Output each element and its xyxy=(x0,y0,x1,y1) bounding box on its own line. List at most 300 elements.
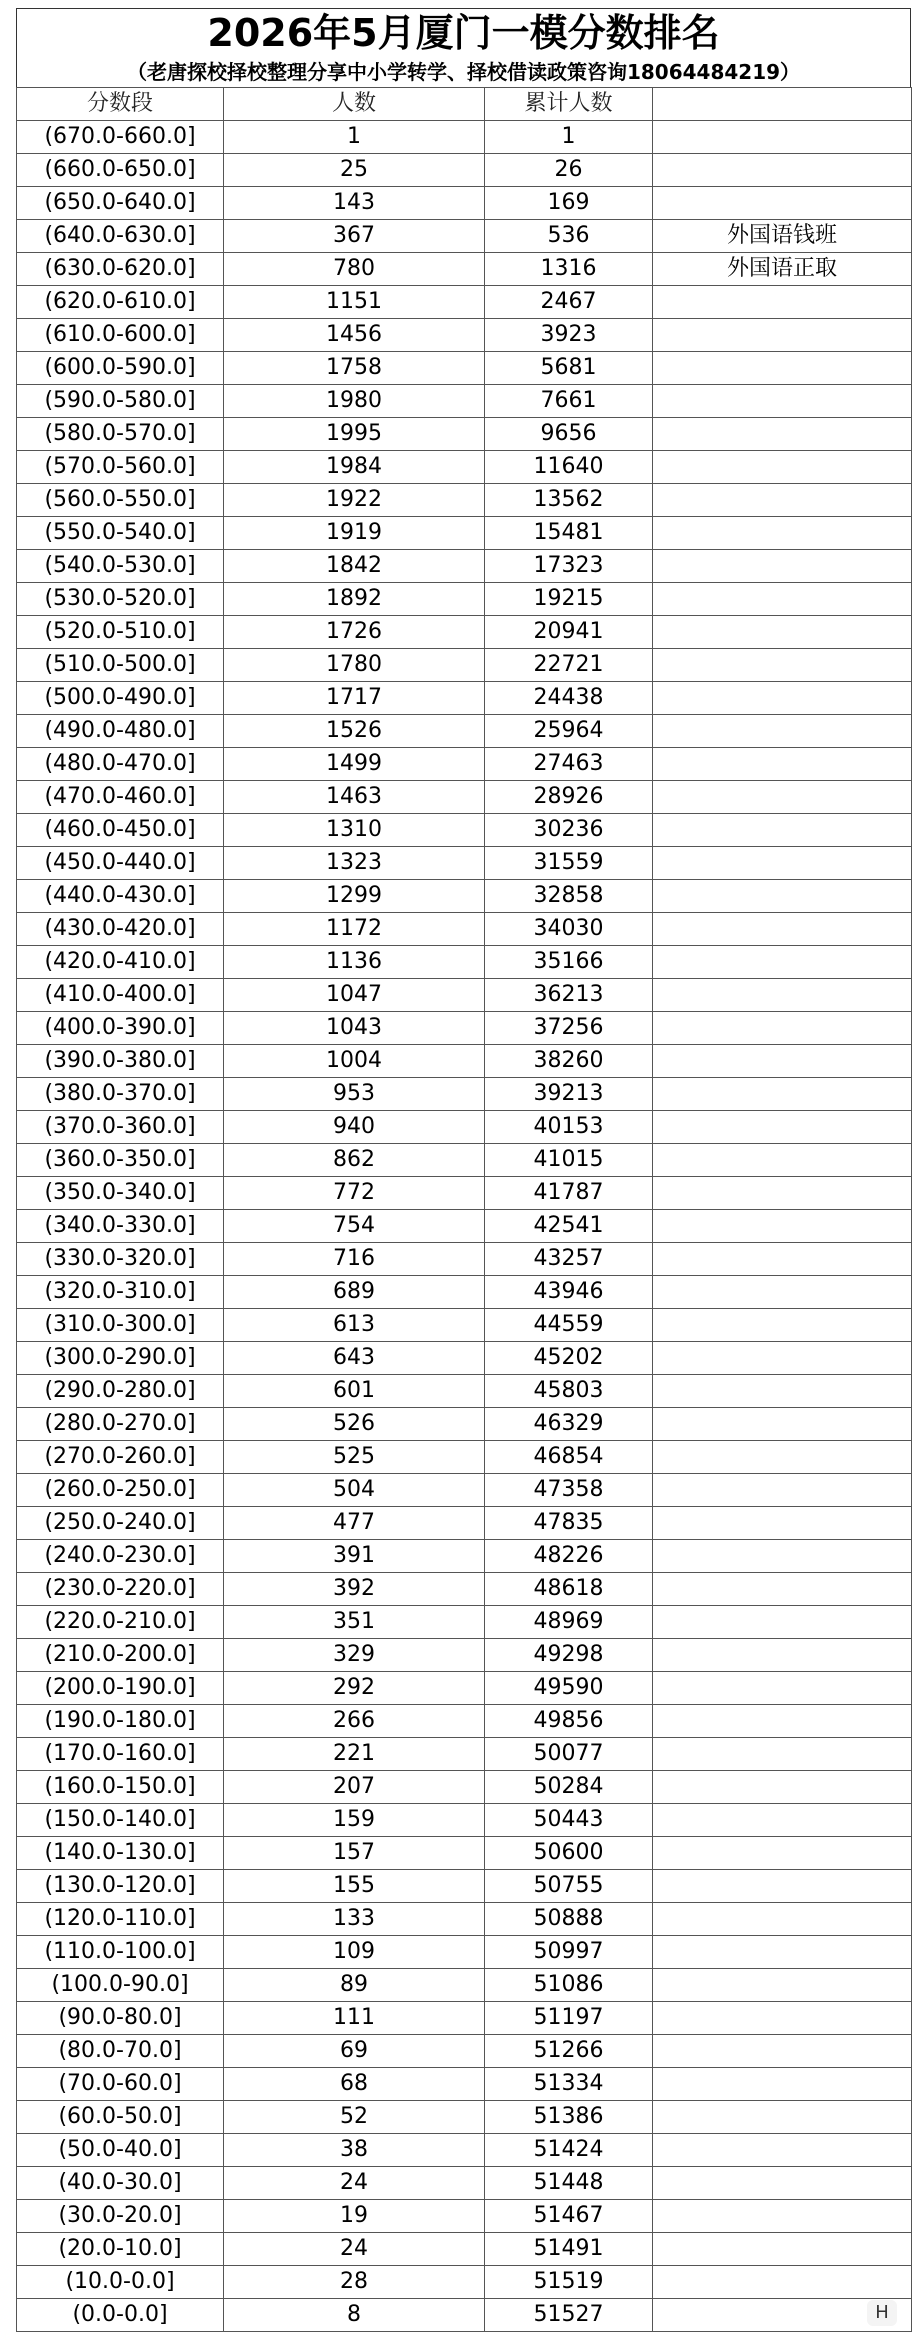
cell-note xyxy=(653,1639,912,1672)
cell-range: (480.0-470.0] xyxy=(17,748,224,781)
table-row xyxy=(17,1903,912,1936)
cell-range: (40.0-30.0] xyxy=(17,2167,224,2200)
cell-note xyxy=(653,121,912,154)
cell-note xyxy=(653,154,912,187)
cell-note xyxy=(653,1210,912,1243)
cell-note xyxy=(653,2167,912,2200)
cell-note xyxy=(653,847,912,880)
cell-count: 1004 xyxy=(224,1045,485,1078)
cell-range: (20.0-10.0] xyxy=(17,2233,224,2266)
cell-range: (120.0-110.0] xyxy=(17,1903,224,1936)
table-row xyxy=(17,517,912,550)
cell-cumulative: 51527 xyxy=(485,2299,653,2332)
cell-cumulative: 46854 xyxy=(485,1441,653,1474)
cell-count: 19 xyxy=(224,2200,485,2233)
cell-range: (300.0-290.0] xyxy=(17,1342,224,1375)
cell-note xyxy=(653,418,912,451)
cell-note xyxy=(653,814,912,847)
cell-note xyxy=(653,1342,912,1375)
cell-note xyxy=(653,1738,912,1771)
cell-note xyxy=(653,1243,912,1276)
cell-range: (360.0-350.0] xyxy=(17,1144,224,1177)
cell-range: (160.0-150.0] xyxy=(17,1771,224,1804)
cell-range: (520.0-510.0] xyxy=(17,616,224,649)
cell-note xyxy=(653,451,912,484)
cell-count: 1922 xyxy=(224,484,485,517)
cell-count: 143 xyxy=(224,187,485,220)
cell-count: 716 xyxy=(224,1243,485,1276)
table-row xyxy=(17,880,912,913)
cell-count: 266 xyxy=(224,1705,485,1738)
cell-range: (10.0-0.0] xyxy=(17,2266,224,2299)
cell-range: (190.0-180.0] xyxy=(17,1705,224,1738)
cell-range: (460.0-450.0] xyxy=(17,814,224,847)
cell-cumulative: 40153 xyxy=(485,1111,653,1144)
table-body xyxy=(17,121,912,2332)
cell-range: (660.0-650.0] xyxy=(17,154,224,187)
cell-range: (210.0-200.0] xyxy=(17,1639,224,1672)
cell-count: 1151 xyxy=(224,286,485,319)
cell-range: (430.0-420.0] xyxy=(17,913,224,946)
cell-note xyxy=(653,1903,912,1936)
cell-note xyxy=(653,2101,912,2134)
table-row xyxy=(17,253,912,286)
cell-range: (100.0-90.0] xyxy=(17,1969,224,2002)
cell-cumulative: 43946 xyxy=(485,1276,653,1309)
cell-cumulative: 25964 xyxy=(485,715,653,748)
cell-cumulative: 30236 xyxy=(485,814,653,847)
cell-cumulative: 45803 xyxy=(485,1375,653,1408)
cell-cumulative: 34030 xyxy=(485,913,653,946)
header-range: 分数段 xyxy=(17,88,224,121)
cell-note xyxy=(653,1375,912,1408)
cell-range: (440.0-430.0] xyxy=(17,880,224,913)
cell-count: 8 xyxy=(224,2299,485,2332)
cell-range: (140.0-130.0] xyxy=(17,1837,224,1870)
cell-note xyxy=(653,781,912,814)
cell-range: (170.0-160.0] xyxy=(17,1738,224,1771)
cell-range: (670.0-660.0] xyxy=(17,121,224,154)
cell-cumulative: 51086 xyxy=(485,1969,653,2002)
cell-cumulative: 50600 xyxy=(485,1837,653,1870)
cell-count: 1 xyxy=(224,121,485,154)
cell-cumulative: 41787 xyxy=(485,1177,653,1210)
cell-cumulative: 50077 xyxy=(485,1738,653,1771)
cell-count: 1995 xyxy=(224,418,485,451)
cell-cumulative: 32858 xyxy=(485,880,653,913)
table-row xyxy=(17,1936,912,1969)
cell-note xyxy=(653,583,912,616)
page-subtitle: （老唐探校择校整理分享中小学转学、择校借读政策咨询18064484219） xyxy=(16,57,911,87)
cell-note xyxy=(653,286,912,319)
cell-count: 292 xyxy=(224,1672,485,1705)
cell-note xyxy=(653,1705,912,1738)
cell-cumulative: 50997 xyxy=(485,1936,653,1969)
cell-count: 52 xyxy=(224,2101,485,2134)
cell-range: (280.0-270.0] xyxy=(17,1408,224,1441)
cell-cumulative: 48969 xyxy=(485,1606,653,1639)
header-note xyxy=(653,88,912,121)
cell-note xyxy=(653,715,912,748)
cell-range: (620.0-610.0] xyxy=(17,286,224,319)
cell-note xyxy=(653,517,912,550)
cell-cumulative: 39213 xyxy=(485,1078,653,1111)
cell-cumulative: 51197 xyxy=(485,2002,653,2035)
cell-cumulative: 46329 xyxy=(485,1408,653,1441)
cell-cumulative: 51334 xyxy=(485,2068,653,2101)
cell-count: 24 xyxy=(224,2167,485,2200)
cell-range: (600.0-590.0] xyxy=(17,352,224,385)
cell-count: 477 xyxy=(224,1507,485,1540)
cell-note xyxy=(653,1606,912,1639)
table-row xyxy=(17,847,912,880)
table-row xyxy=(17,583,912,616)
cell-note xyxy=(653,1870,912,1903)
cell-count: 1526 xyxy=(224,715,485,748)
cell-range: (220.0-210.0] xyxy=(17,1606,224,1639)
cell-count: 1919 xyxy=(224,517,485,550)
cell-count: 1323 xyxy=(224,847,485,880)
cell-count: 689 xyxy=(224,1276,485,1309)
cell-note xyxy=(653,748,912,781)
cell-note xyxy=(653,2134,912,2167)
cell-cumulative: 51448 xyxy=(485,2167,653,2200)
cell-note xyxy=(653,2233,912,2266)
table-row xyxy=(17,1276,912,1309)
cell-range: (320.0-310.0] xyxy=(17,1276,224,1309)
cell-cumulative: 5681 xyxy=(485,352,653,385)
table-row xyxy=(17,1144,912,1177)
table-row xyxy=(17,1540,912,1573)
cell-cumulative: 38260 xyxy=(485,1045,653,1078)
cell-range: (640.0-630.0] xyxy=(17,220,224,253)
cell-note xyxy=(653,352,912,385)
cell-range: (630.0-620.0] xyxy=(17,253,224,286)
table-row xyxy=(17,319,912,352)
header-cumulative: 累计人数 xyxy=(485,88,653,121)
cell-note xyxy=(653,880,912,913)
table-row xyxy=(17,2002,912,2035)
table-row xyxy=(17,2233,912,2266)
cell-count: 1758 xyxy=(224,352,485,385)
cell-count: 953 xyxy=(224,1078,485,1111)
cell-count: 1047 xyxy=(224,979,485,1012)
table-row xyxy=(17,1507,912,1540)
cell-count: 207 xyxy=(224,1771,485,1804)
cell-note xyxy=(653,1573,912,1606)
cell-note xyxy=(653,550,912,583)
table-header xyxy=(17,88,912,121)
cell-note xyxy=(653,2035,912,2068)
cell-note xyxy=(653,1144,912,1177)
cell-note xyxy=(653,1540,912,1573)
cell-range: (510.0-500.0] xyxy=(17,649,224,682)
cell-range: (560.0-550.0] xyxy=(17,484,224,517)
cell-note: 外国语正取 xyxy=(653,253,912,286)
cell-range: (340.0-330.0] xyxy=(17,1210,224,1243)
table-row xyxy=(17,1837,912,1870)
cell-count: 1043 xyxy=(224,1012,485,1045)
cell-note xyxy=(653,385,912,418)
cell-note xyxy=(653,1804,912,1837)
cell-cumulative: 51386 xyxy=(485,2101,653,2134)
table-row xyxy=(17,814,912,847)
cell-cumulative: 17323 xyxy=(485,550,653,583)
table-row xyxy=(17,2134,912,2167)
cell-cumulative: 47358 xyxy=(485,1474,653,1507)
table-row xyxy=(17,1177,912,1210)
cell-range: (610.0-600.0] xyxy=(17,319,224,352)
cell-cumulative: 22721 xyxy=(485,649,653,682)
cell-count: 155 xyxy=(224,1870,485,1903)
cell-count: 69 xyxy=(224,2035,485,2068)
cell-cumulative: 2467 xyxy=(485,286,653,319)
cell-range: (450.0-440.0] xyxy=(17,847,224,880)
cell-range: (290.0-280.0] xyxy=(17,1375,224,1408)
cell-range: (540.0-530.0] xyxy=(17,550,224,583)
cell-range: (550.0-540.0] xyxy=(17,517,224,550)
cell-note xyxy=(653,1309,912,1342)
cell-range: (90.0-80.0] xyxy=(17,2002,224,2035)
cell-count: 780 xyxy=(224,253,485,286)
cell-note xyxy=(653,682,912,715)
table-row xyxy=(17,1738,912,1771)
cell-range: (400.0-390.0] xyxy=(17,1012,224,1045)
corner-badge[interactable]: H xyxy=(867,2300,897,2326)
table-row xyxy=(17,1045,912,1078)
cell-cumulative: 536 xyxy=(485,220,653,253)
table-row xyxy=(17,1804,912,1837)
cell-cumulative: 13562 xyxy=(485,484,653,517)
cell-range: (260.0-250.0] xyxy=(17,1474,224,1507)
cell-count: 1726 xyxy=(224,616,485,649)
cell-cumulative: 42541 xyxy=(485,1210,653,1243)
cell-range: (230.0-220.0] xyxy=(17,1573,224,1606)
cell-range: (250.0-240.0] xyxy=(17,1507,224,1540)
table-row xyxy=(17,2266,912,2299)
cell-note xyxy=(653,319,912,352)
cell-cumulative: 28926 xyxy=(485,781,653,814)
table-row xyxy=(17,1672,912,1705)
cell-note xyxy=(653,1969,912,2002)
cell-cumulative: 1316 xyxy=(485,253,653,286)
cell-count: 25 xyxy=(224,154,485,187)
cell-cumulative: 37256 xyxy=(485,1012,653,1045)
cell-cumulative: 24438 xyxy=(485,682,653,715)
table-row xyxy=(17,616,912,649)
cell-note xyxy=(653,1474,912,1507)
cell-cumulative: 50284 xyxy=(485,1771,653,1804)
cell-count: 1980 xyxy=(224,385,485,418)
table-row xyxy=(17,154,912,187)
cell-cumulative: 49856 xyxy=(485,1705,653,1738)
cell-count: 526 xyxy=(224,1408,485,1441)
cell-count: 351 xyxy=(224,1606,485,1639)
cell-range: (420.0-410.0] xyxy=(17,946,224,979)
cell-count: 862 xyxy=(224,1144,485,1177)
cell-cumulative: 41015 xyxy=(485,1144,653,1177)
cell-count: 367 xyxy=(224,220,485,253)
cell-count: 1717 xyxy=(224,682,485,715)
cell-range: (50.0-40.0] xyxy=(17,2134,224,2167)
cell-range: (0.0-0.0] xyxy=(17,2299,224,2332)
cell-note xyxy=(653,946,912,979)
table-row xyxy=(17,649,912,682)
cell-count: 111 xyxy=(224,2002,485,2035)
table-row xyxy=(17,1111,912,1144)
cell-count: 1310 xyxy=(224,814,485,847)
cell-range: (650.0-640.0] xyxy=(17,187,224,220)
table-row xyxy=(17,451,912,484)
cell-note xyxy=(653,1276,912,1309)
cell-count: 109 xyxy=(224,1936,485,1969)
table-row xyxy=(17,913,912,946)
cell-count: 391 xyxy=(224,1540,485,1573)
table-row xyxy=(17,781,912,814)
table-row xyxy=(17,2200,912,2233)
cell-range: (350.0-340.0] xyxy=(17,1177,224,1210)
cell-range: (580.0-570.0] xyxy=(17,418,224,451)
cell-note xyxy=(653,484,912,517)
table-row xyxy=(17,550,912,583)
cell-range: (500.0-490.0] xyxy=(17,682,224,715)
table-row xyxy=(17,748,912,781)
cell-range: (410.0-400.0] xyxy=(17,979,224,1012)
cell-note xyxy=(653,2200,912,2233)
cell-cumulative: 51519 xyxy=(485,2266,653,2299)
cell-range: (590.0-580.0] xyxy=(17,385,224,418)
cell-cumulative: 9656 xyxy=(485,418,653,451)
cell-count: 1299 xyxy=(224,880,485,913)
cell-count: 1136 xyxy=(224,946,485,979)
cell-cumulative: 51424 xyxy=(485,2134,653,2167)
table-row xyxy=(17,187,912,220)
cell-range: (390.0-380.0] xyxy=(17,1045,224,1078)
table-row xyxy=(17,1606,912,1639)
cell-cumulative: 48226 xyxy=(485,1540,653,1573)
table-row xyxy=(17,121,912,154)
cell-cumulative: 51491 xyxy=(485,2233,653,2266)
cell-note xyxy=(653,1078,912,1111)
cell-note xyxy=(653,1012,912,1045)
cell-cumulative: 50888 xyxy=(485,1903,653,1936)
cell-count: 1499 xyxy=(224,748,485,781)
page-title: 2026年5月厦门一模分数排名 xyxy=(16,8,911,57)
cell-count: 525 xyxy=(224,1441,485,1474)
table-row xyxy=(17,484,912,517)
cell-count: 1842 xyxy=(224,550,485,583)
table-row xyxy=(17,1375,912,1408)
cell-cumulative: 26 xyxy=(485,154,653,187)
cell-note xyxy=(653,1045,912,1078)
cell-cumulative: 31559 xyxy=(485,847,653,880)
cell-cumulative: 15481 xyxy=(485,517,653,550)
cell-cumulative: 11640 xyxy=(485,451,653,484)
cell-range: (110.0-100.0] xyxy=(17,1936,224,1969)
cell-note xyxy=(653,649,912,682)
cell-cumulative: 44559 xyxy=(485,1309,653,1342)
cell-count: 157 xyxy=(224,1837,485,1870)
table-row xyxy=(17,418,912,451)
cell-note xyxy=(653,1408,912,1441)
cell-count: 940 xyxy=(224,1111,485,1144)
score-sheet xyxy=(16,8,911,2332)
cell-range: (490.0-480.0] xyxy=(17,715,224,748)
table-row xyxy=(17,1408,912,1441)
cell-cumulative: 20941 xyxy=(485,616,653,649)
table-row xyxy=(17,1210,912,1243)
cell-count: 1463 xyxy=(224,781,485,814)
table-row xyxy=(17,2167,912,2200)
header-count: 人数 xyxy=(224,88,485,121)
table-row xyxy=(17,1474,912,1507)
cell-note xyxy=(653,2068,912,2101)
table-row xyxy=(17,682,912,715)
cell-cumulative: 48618 xyxy=(485,1573,653,1606)
table-row xyxy=(17,2035,912,2068)
table-row xyxy=(17,1441,912,1474)
cell-cumulative: 35166 xyxy=(485,946,653,979)
table-row xyxy=(17,2299,912,2332)
score-table xyxy=(16,87,912,2332)
cell-range: (310.0-300.0] xyxy=(17,1309,224,1342)
cell-count: 1172 xyxy=(224,913,485,946)
cell-cumulative: 43257 xyxy=(485,1243,653,1276)
cell-note xyxy=(653,2002,912,2035)
cell-count: 1984 xyxy=(224,451,485,484)
cell-count: 643 xyxy=(224,1342,485,1375)
cell-note xyxy=(653,1837,912,1870)
cell-count: 601 xyxy=(224,1375,485,1408)
cell-count: 1780 xyxy=(224,649,485,682)
cell-note xyxy=(653,1936,912,1969)
table-row xyxy=(17,220,912,253)
cell-count: 772 xyxy=(224,1177,485,1210)
table-row xyxy=(17,1309,912,1342)
cell-count: 28 xyxy=(224,2266,485,2299)
cell-cumulative: 1 xyxy=(485,121,653,154)
table-row xyxy=(17,1342,912,1375)
cell-cumulative: 36213 xyxy=(485,979,653,1012)
cell-note xyxy=(653,1111,912,1144)
cell-note xyxy=(653,1507,912,1540)
table-row xyxy=(17,2068,912,2101)
cell-cumulative: 47835 xyxy=(485,1507,653,1540)
cell-range: (30.0-20.0] xyxy=(17,2200,224,2233)
cell-range: (370.0-360.0] xyxy=(17,1111,224,1144)
table-row xyxy=(17,715,912,748)
cell-range: (270.0-260.0] xyxy=(17,1441,224,1474)
cell-range: (380.0-370.0] xyxy=(17,1078,224,1111)
cell-count: 221 xyxy=(224,1738,485,1771)
table-row xyxy=(17,385,912,418)
cell-note xyxy=(653,2266,912,2299)
table-row xyxy=(17,946,912,979)
table-row xyxy=(17,1969,912,2002)
table-row xyxy=(17,1870,912,1903)
cell-note: 外国语钱班 xyxy=(653,220,912,253)
cell-range: (60.0-50.0] xyxy=(17,2101,224,2134)
cell-cumulative: 3923 xyxy=(485,319,653,352)
cell-cumulative: 51467 xyxy=(485,2200,653,2233)
cell-count: 24 xyxy=(224,2233,485,2266)
cell-note xyxy=(653,1177,912,1210)
table-row xyxy=(17,1771,912,1804)
cell-cumulative: 51266 xyxy=(485,2035,653,2068)
cell-cumulative: 49298 xyxy=(485,1639,653,1672)
header-row xyxy=(17,88,912,121)
cell-note xyxy=(653,979,912,1012)
